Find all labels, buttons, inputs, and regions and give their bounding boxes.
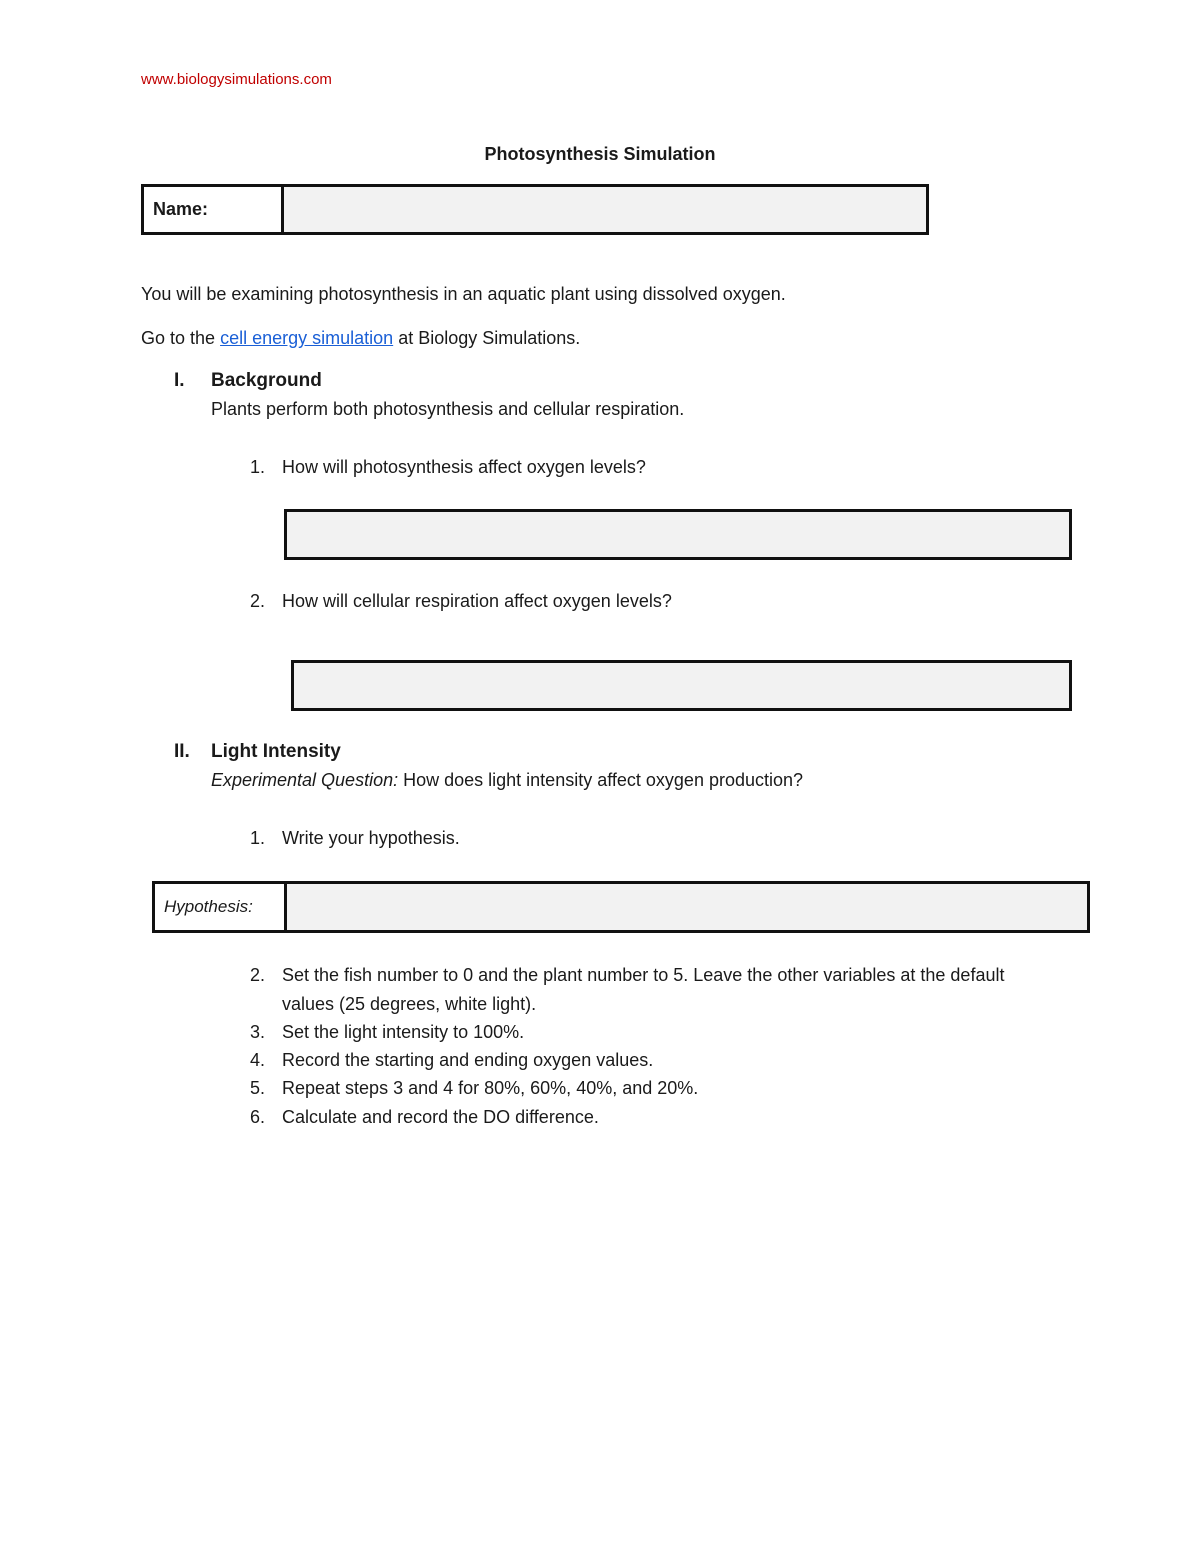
step-text: Repeat steps 3 and 4 for 80%, 60%, 40%, and 20%. bbox=[282, 1078, 699, 1098]
answer-input-2[interactable] bbox=[291, 660, 1072, 711]
answer-input-1[interactable] bbox=[284, 509, 1072, 560]
experimental-question-label: Experimental Question: bbox=[211, 770, 399, 790]
section-1-text: Plants perform both photosynthesis and cellular respiration. bbox=[211, 399, 685, 419]
name-input[interactable] bbox=[284, 187, 926, 232]
step-number: 2. bbox=[249, 965, 265, 985]
goto-prefix: Go to the bbox=[141, 328, 216, 348]
name-table bbox=[141, 184, 929, 235]
step-text: Set the light intensity to 100%. bbox=[282, 1022, 525, 1042]
step-text: Set the fish number to 0 and the plant number to 5. Leave the other variables at the default values (25 degrees, white light). bbox=[282, 965, 1005, 1014]
step-text: Write your hypothesis. bbox=[282, 828, 460, 848]
intro-text: You will be examining photosynthesis in an aquatic plant using dissolved oxygen. bbox=[141, 284, 786, 304]
question-number: 2. bbox=[249, 591, 265, 611]
question-number: 1. bbox=[249, 457, 265, 477]
hypothesis-input[interactable] bbox=[287, 884, 1087, 930]
step-text: Calculate and record the DO difference. bbox=[282, 1107, 599, 1127]
step-number: 3. bbox=[249, 1022, 265, 1042]
document-title: Photosynthesis Simulation bbox=[484, 144, 716, 164]
step-number: 4. bbox=[249, 1050, 265, 1070]
experimental-question bbox=[211, 770, 803, 791]
step-text: Record the starting and ending oxygen values. bbox=[282, 1050, 654, 1070]
step-number: 6. bbox=[249, 1107, 265, 1127]
hypothesis-table bbox=[152, 881, 1090, 933]
step-number: 5. bbox=[249, 1078, 265, 1098]
section-2-title: Light Intensity bbox=[211, 741, 341, 762]
name-label: Name: bbox=[144, 187, 284, 232]
hypothesis-label: Hypothesis: bbox=[155, 884, 287, 930]
goto-instruction bbox=[141, 328, 580, 349]
question-text: How will photosynthesis affect oxygen levels? bbox=[282, 457, 646, 477]
goto-suffix: at Biology Simulations. bbox=[398, 328, 581, 348]
question-text: How will cellular respiration affect oxygen levels? bbox=[282, 591, 672, 611]
section-1-title: Background bbox=[211, 370, 322, 391]
section-2-number: II. bbox=[174, 741, 190, 762]
site-link[interactable]: www.biologysimulations.com bbox=[141, 71, 332, 88]
experimental-question-text: How does light intensity affect oxygen production? bbox=[403, 770, 804, 790]
section-1-number: I. bbox=[174, 370, 185, 391]
step-number: 1. bbox=[249, 828, 265, 848]
cell-energy-simulation-link[interactable]: cell energy simulation bbox=[220, 328, 394, 348]
